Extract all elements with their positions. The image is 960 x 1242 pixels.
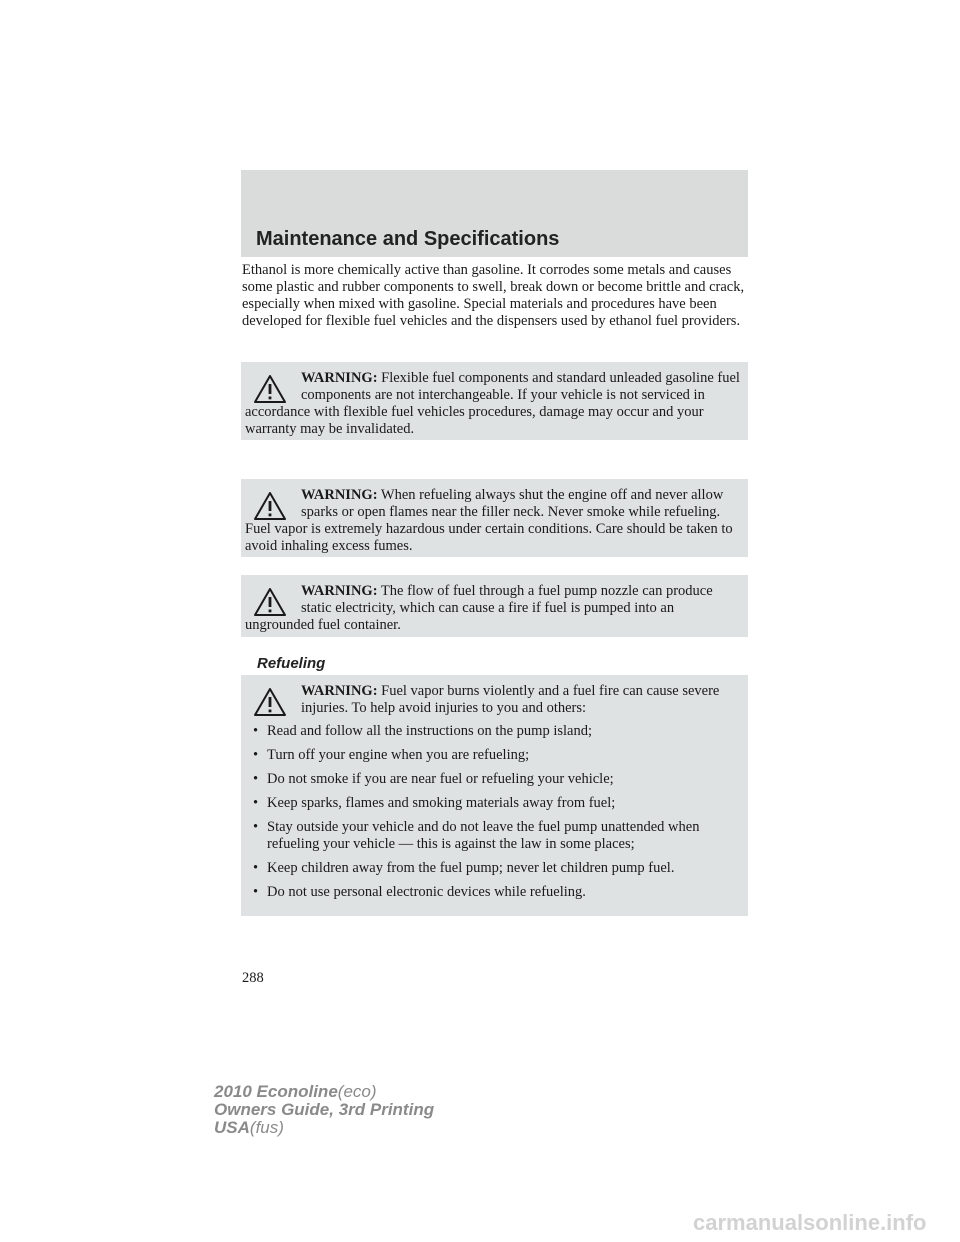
page-number: 288 xyxy=(242,970,264,986)
bullet-icon: • xyxy=(253,771,259,787)
list-item xyxy=(245,819,745,853)
footer-market-code: (fus) xyxy=(249,1118,284,1137)
warning-triangle-icon xyxy=(253,374,287,404)
list-item-text: Stay outside your vehicle and do not leave the fuel pump unattended when refueling your vehicle — this is against the law in some places; xyxy=(267,819,700,852)
warning-text: The flow of fuel through a fuel pump nozzle can produce static electricity, which can cause a fire if fuel is pumped into an ungrounded fuel container. xyxy=(245,583,713,633)
footer-market: USA xyxy=(214,1118,250,1137)
bullet-icon: • xyxy=(253,860,259,876)
page-title: Maintenance and Specifications xyxy=(256,228,560,250)
warning-box-1 xyxy=(241,362,748,440)
refueling-bullet-list xyxy=(245,723,745,901)
list-item-text: Read and follow all the instructions on the pump island; xyxy=(267,723,592,739)
list-item xyxy=(245,747,745,764)
warning-text: Flexible fuel components and standard unleaded gasoline fuel components are not interchangeable. If your vehicle is not serviced in accordance with flexible fuel vehicles procedures, damage may occur and your warranty may be invalidated. xyxy=(245,370,740,437)
list-item-text: Do not use personal electronic devices while refueling. xyxy=(267,884,586,900)
warning-text: When refueling always shut the engine off and never allow sparks or open flames near the filler neck. Never smoke while refueling. Fuel vapor is extremely hazardous under certain conditions. Care should be taken to avoid inhaling excess fumes. xyxy=(245,487,733,554)
bullet-icon: • xyxy=(253,723,259,739)
watermark: carmanualsonline.info xyxy=(693,1210,927,1235)
bullet-icon: • xyxy=(253,884,259,900)
list-item xyxy=(245,723,745,740)
footer-printing: Owners Guide, 3rd Printing xyxy=(214,1100,435,1119)
list-item-text: Keep children away from the fuel pump; never let children pump fuel. xyxy=(267,860,675,876)
warning-text: Fuel vapor burns violently and a fuel fire can cause severe injuries. To help avoid injuries to you and others: xyxy=(301,683,720,716)
warning-triangle-icon xyxy=(253,687,287,717)
warning-label: WARNING: xyxy=(301,683,378,699)
intro-paragraph: Ethanol is more chemically active than gasoline. It corrodes some metals and causes some plastic and rubber components to swell, break down or become brittle and crack, especially when mixed with gasoline. Special materials and procedures have been developed for flexible fuel vehicles and the dispensers used by ethanol fuel providers. xyxy=(242,262,745,329)
list-item xyxy=(245,771,745,788)
section-heading-refueling: Refueling xyxy=(257,655,326,672)
warning-box-3 xyxy=(241,575,748,637)
list-item xyxy=(245,884,745,901)
warning-triangle-icon xyxy=(253,491,287,521)
warning-label: WARNING: xyxy=(301,487,378,503)
warning-label: WARNING: xyxy=(301,370,378,386)
footer-model: 2010 Econoline xyxy=(214,1082,338,1101)
list-item xyxy=(245,860,745,877)
list-item-text: Do not smoke if you are near fuel or refueling your vehicle; xyxy=(267,771,614,787)
list-item-text: Turn off your engine when you are refueling; xyxy=(267,747,530,763)
list-item-text: Keep sparks, flames and smoking materials away from fuel; xyxy=(267,795,616,811)
warning-label: WARNING: xyxy=(301,583,378,599)
bullet-icon: • xyxy=(253,819,259,835)
warning-triangle-icon xyxy=(253,587,287,617)
bullet-icon: • xyxy=(253,795,259,811)
warning-box-4 xyxy=(241,675,748,916)
warning-box-2 xyxy=(241,479,748,557)
list-item xyxy=(245,795,745,812)
footer-model-code: (eco) xyxy=(337,1082,377,1101)
bullet-icon: • xyxy=(253,747,259,763)
footer-print-info xyxy=(214,1083,434,1137)
